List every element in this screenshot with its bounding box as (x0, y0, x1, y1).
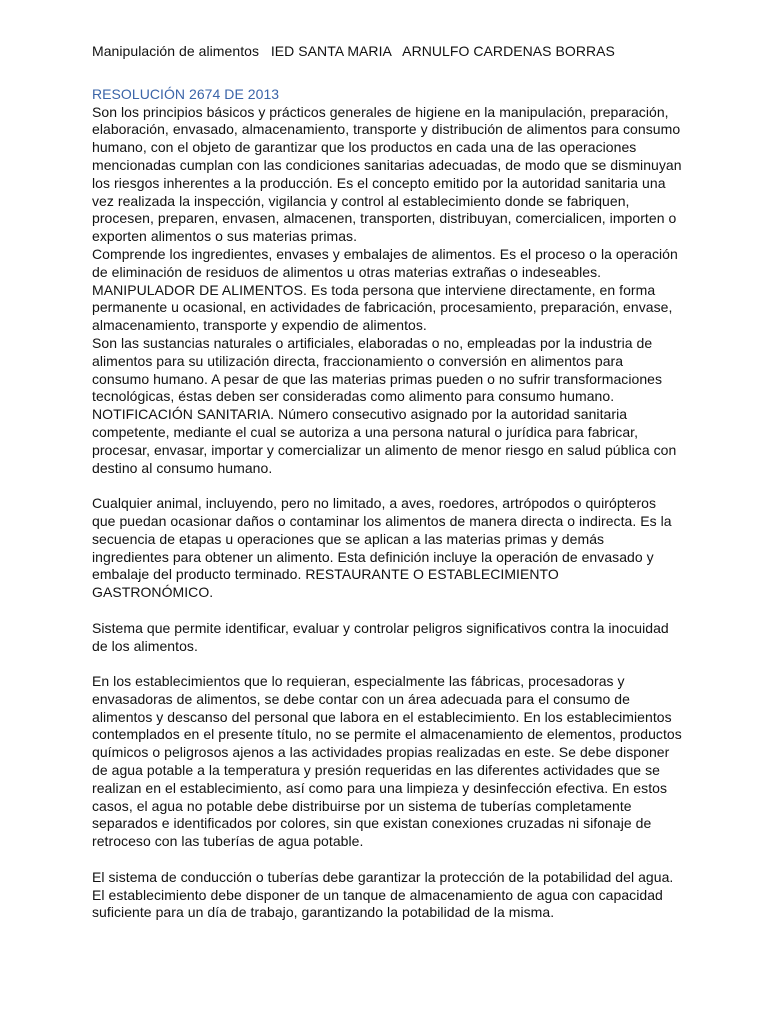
paragraph-principles: Son los principios básicos y prácticos generales de higiene en la manipulación, preparación, elaboración, envasado, almacenamiento, transporte y distribución de alimentos para consumo humano, con el objeto de garantizar que los productos en cada una de las operaciones mencionadas cumplan con las condiciones sanitarias adecuadas, de modo que se disminuyan los riesgos inherentes a la producción. Es el concepto emitido por la autoridad sanitaria una vez realizada la inspección, vigilancia y control al establecimiento donde se fabriquen, procesen, preparen, envasen, almacenen, transporten, distribuyan, comercialicen, importen o exporten alimentos o sus materias primas. (92, 103, 682, 245)
document-header: Manipulación de alimentos IED SANTA MARIA ARNULFO CARDENAS BORRAS (92, 43, 615, 59)
paragraph-establishments: En los establecimientos que lo requieran, especialmente las fábricas, procesadoras y envasadoras de alimentos, se debe contar con un área adecuada para el consumo de alimentos y descanso del personal que labora en el establecimiento. En los establecimientos contemplados en el presente título, no se permite el almacenamiento de elementos, productos químicos o peligrosos ajenos a las actividades propias realizadas en este. Se debe disponer de agua potable a la temperatura y presión requeridas en las diferentes actividades que se realizan en el establecimiento, así como para una limpieza y desinfección efectiva. En estos casos, el agua no potable debe distribuirse por un sistema de tuberías completamente separados e identificados por colores, sin que existan conexiones cruzadas ni sifonaje de retroceso con las tuberías de agua potable. (92, 673, 682, 850)
paragraph-animals: Cualquier animal, incluyendo, pero no limitado, a aves, roedores, artrópodos o quirópteros que puedan ocasionar daños o contaminar los alimentos de manera directa o indirecta. Es la secuencia de etapas u operaciones que se aplican a las materias primas y demás ingredientes para obtener un alimento. Esta definición incluye la operación de envasado y embalaje del producto terminado. RESTAURANTE O ESTABLECIMIENTO GASTRONÓMICO. (92, 495, 672, 601)
resolution-heading: RESOLUCIÓN 2674 DE 2013 (92, 85, 280, 102)
document-page (92, 43, 682, 922)
paragraph-pipes: El sistema de conducción o tuberías debe garantizar la protección de la potabilidad del agua. El establecimiento debe disponer de un tanque de almacenamiento de agua con capacidad suficiente para un día de trabajo, garantizando la potabilidad de la misma. (92, 868, 674, 921)
paragraph-substances: Son las sustancias naturales o artificiales, elaboradas o no, empleadas por la industria de alimentos para su utilización directa, fraccionamiento o conversión en alimentos para consumo humano. A pesar de que las materias primas pueden o no sufrir transformaciones tecnológicas, éstas deben ser consideradas como alimento para consumo humano. NOTIFICACIÓN SANITARIA. Número consecutivo asignado por la autoridad sanitaria competente, mediante el cual se autoriza a una persona natural o jurídica para fabricar, procesar, envasar, importar y comercializar un alimento de menor riesgo en salud pública con destino al consumo humano. (92, 334, 677, 476)
paragraph-system: Sistema que permite identificar, evaluar y controlar peligros significativos contra la inocuidad de los alimentos. (92, 619, 669, 654)
paragraph-ingredients: Comprende los ingredientes, envases y embalajes de alimentos. Es el proceso o la operación de eliminación de residuos de alimentos u otras materias extrañas o indeseables. MANIPULADOR DE ALIMENTOS. Es toda persona que interviene directamente, en forma permanente u ocasional, en actividades de fabricación, procesamiento, preparación, envase, almacenamiento, transporte y expendio de alimentos. (92, 245, 678, 334)
